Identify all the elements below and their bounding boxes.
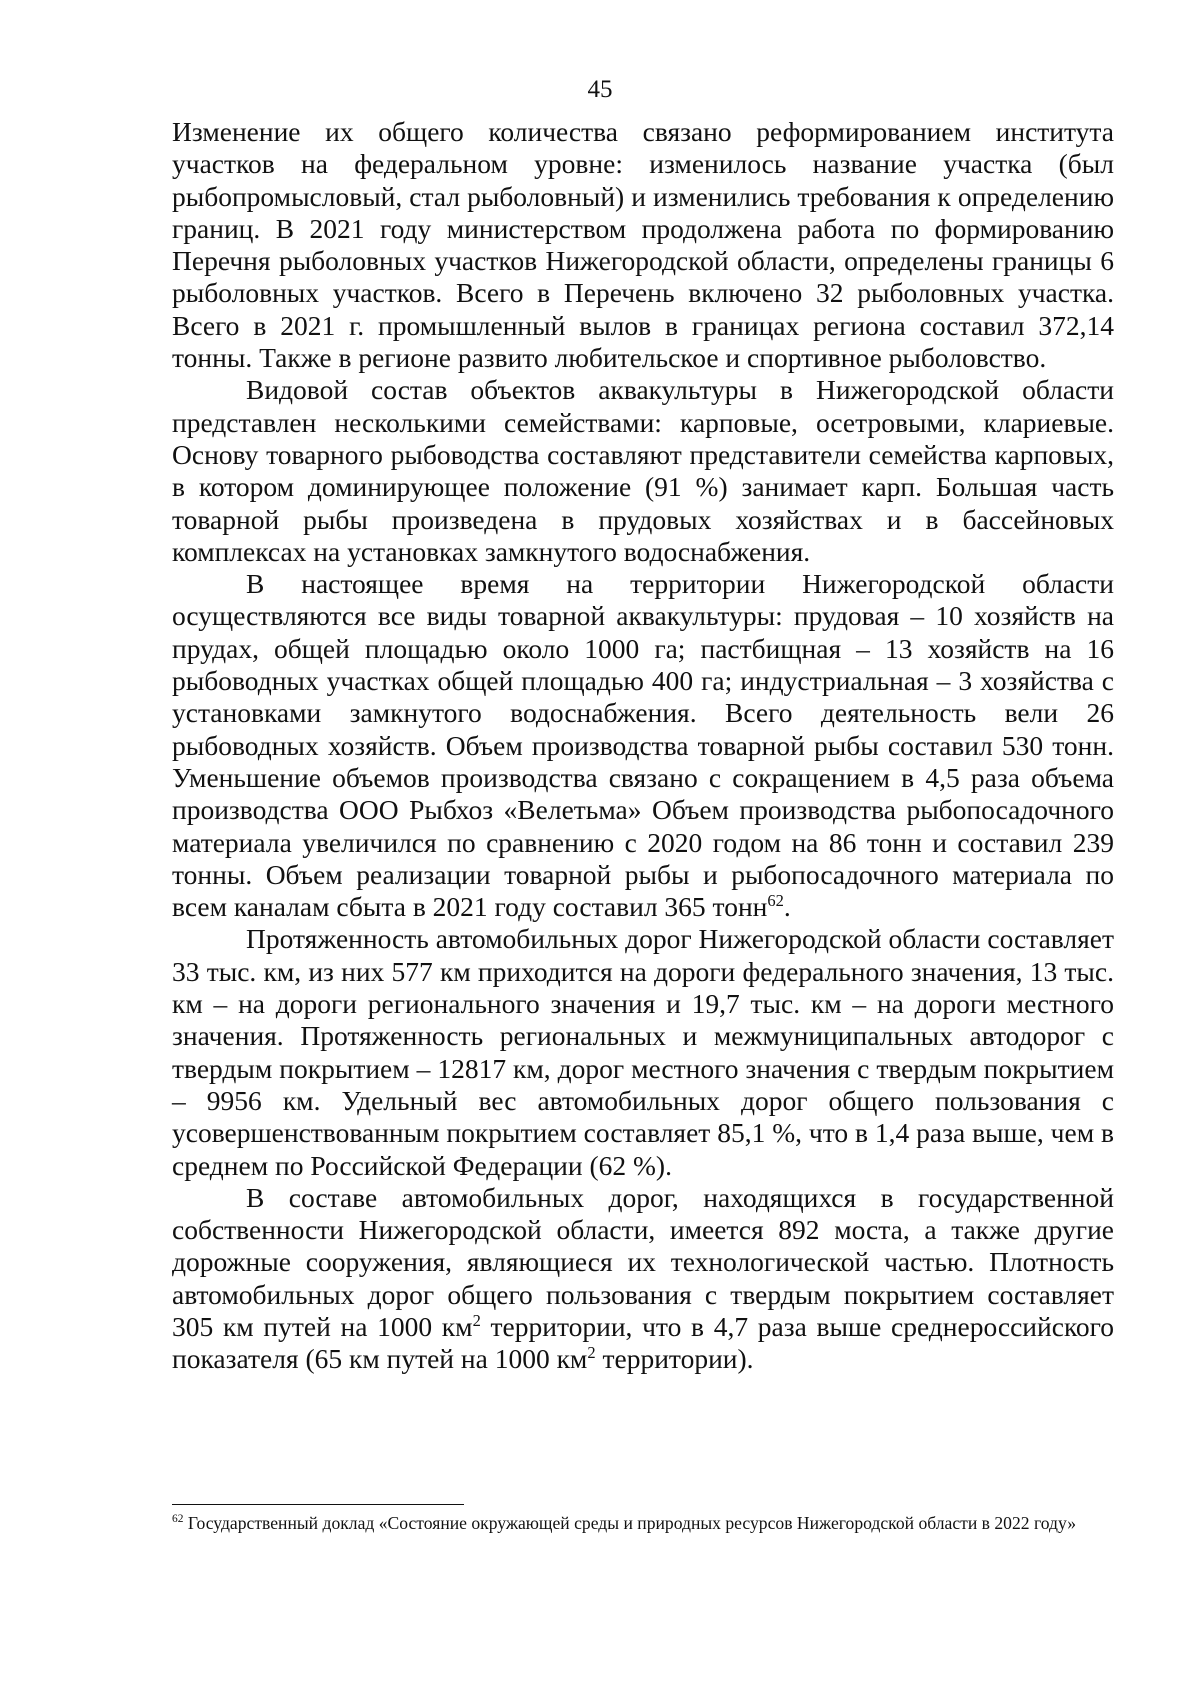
paragraph-fishing-areas: Изменение их общего количества связано реформированием института участков на федеральном уровне: изменилось название участка (был рыбопромысловый, стал рыболовный) и изменились требования к определению границ. В 2021 году министерством продолжена работа по формированию Перечня рыболовных участков Нижегородской области, определены границы 6 рыболовных участков. Всего в Перечень включено 32 рыболовных участка. Всего в 2021 г. промышленный вылов в границах региона составил 372,14 тонны. Также в регионе развито любительское и спортивное рыболовство.: [172, 116, 1114, 374]
paragraph-road-structures-text-a: В составе автомобильных дорог, находящихся в государственной собственности Нижегородской области, имеется 892 моста, а также другие дорожные сооружения, являющиеся их технологической частью. Плотность автомобильных дорог общего пользования с твердым покрытием составляет 305 км путей на 1000 км: [172, 1181, 1114, 1342]
footnote-marker: 62: [172, 1513, 184, 1526]
paragraph-aquaculture-species: Видовой состав объектов аквакультуры в Нижегородской области представлен несколькими семействами: карповые, осетровыми, клариевые. Основу товарного рыбоводства составляют представители семейства карповых, в котором доминирующее положение (91 %) занимает карп. Большая часть товарной рыбы произведена в прудовых хозяйствах и в бассейновых комплексах на установках замкнутого водоснабжения.: [172, 374, 1114, 567]
body-text: [172, 116, 1114, 1376]
paragraph-aquaculture-production-text: В настоящее время на территории Нижегородской области осуществляются все виды товарной аквакультуры: прудовая – 10 хозяйств на прудах, общей площадью около 1000 га; пастбищная – 13 хозяйств на 16 рыбоводных участках общей площадью 400 га; индустриальная – 3 хозяйства с установками замкнутого водоснабжения. Всего деятельность вели 26 рыбоводных хозяйств. Объем производства товарной рыбы составил 530 тонн. Уменьшение объемов производства связано с сокращением в 4,5 раза объема производства ООО Рыбхоз «Велетьма» Объем производства рыбопосадочного материала увеличился по сравнению с 2020 годом на 86 тонн и составил 239 тонны. Объем реализации товарной рыбы и рыбопосадочного материала по всем каналам сбыта в 2021 году составил 365 тонн: [172, 568, 1114, 923]
footnote: [172, 1512, 1114, 1535]
paragraph-road-structures-text-c: территории).: [595, 1343, 754, 1375]
paragraph-road-structures-text-b: территории, что в 4,7 раза выше среднероссийского показателя (65 км путей на 1000 км: [172, 1310, 1115, 1375]
superscript-squared: 2: [587, 1343, 596, 1363]
page-number: 45: [587, 76, 613, 103]
paragraph-aquaculture-production: [172, 568, 1114, 923]
footnote-divider: [172, 1504, 464, 1505]
superscript-squared: 2: [472, 1310, 481, 1330]
paragraph-road-structures: [172, 1182, 1114, 1376]
footnote-reference[interactable]: 62: [767, 890, 784, 910]
footnote-text: Государственный доклад «Состояние окружающей среды и природных ресурсов Нижегородской области в 2022 году»: [183, 1513, 1076, 1533]
paragraph-road-length: Протяженность автомобильных дорог Нижегородской области составляет 33 тыс. км, из них 577 км приходится на дороги федерального значения, 13 тыс. км – на дороги регионального значения и 19,7 тыс. км – на дороги местного значения. Протяженность региональных и межмуниципальных автодорог с твердым покрытием – 12817 км, дорог местного значения с твердым покрытием – 9956 км. Удельный вес автомобильных дорог общего пользования с усовершенствованным покрытием составляет 85,1 %, что в 1,4 раза выше, чем в среднем по Российской Федерации (62 %).: [172, 923, 1114, 1181]
paragraph-end-punctuation: .: [783, 891, 791, 923]
